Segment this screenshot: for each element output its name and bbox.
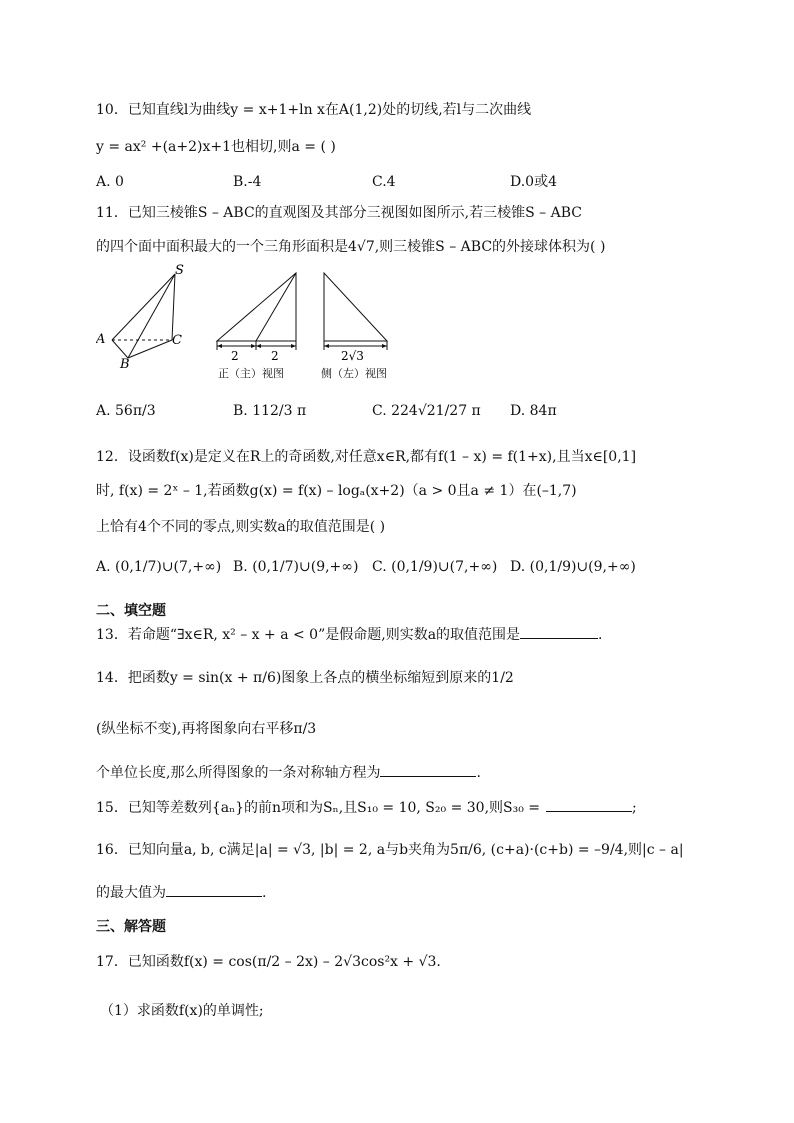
q15-answer-blank xyxy=(546,797,632,812)
q16-end: . xyxy=(262,885,267,901)
side-view-caption: 侧（左）视图 xyxy=(321,367,387,380)
q10-line1: 10．已知直线l为曲线y = x+1+ln x在A(1,2)处的切线,若l与二次曲线 xyxy=(96,102,532,118)
q16-answer-blank xyxy=(166,882,262,897)
q12-line2: 时, f(x) = 2ˣ – 1,若函数g(x) = f(x) – logₐ(x+2)（a > 0且a ≠ 1）在(–1,7) xyxy=(96,483,577,499)
front-view-caption: 正（主）视图 xyxy=(218,367,284,380)
q15-text: 15．已知等差数列{aₙ}的前n项和为Sₙ,且S₁₀ = 10, S₂₀ = 30,则S₃₀ = xyxy=(96,800,541,816)
q13-end: . xyxy=(598,627,603,643)
q11-option-a: A. 56π/3 xyxy=(96,403,156,419)
q17-line2: （1）求函数f(x)的单调性; xyxy=(100,1003,264,1019)
q13-line xyxy=(96,624,603,645)
q13-answer-blank xyxy=(520,624,598,639)
section-answer-title: 三、解答题 xyxy=(96,919,166,935)
q14-line2: (纵坐标不变),再将图象向右平移π/3 xyxy=(96,721,317,737)
q15-line xyxy=(96,797,637,818)
side-view-figure xyxy=(319,268,399,363)
q12-option-b: B. (0,1/7)∪(9,+∞) xyxy=(233,559,359,575)
q16-line1: 16．已知向量a, b, c满足|a| = √3, |b| = 2, a与b夹角为5π/6, (c+a)·(c+b) = –9/4,则|c – a| xyxy=(96,842,684,858)
q13-text: 13．若命题“∃x∈R, x² – x + a < 0”是假命题,则实数a的取值范围是 xyxy=(96,627,521,643)
vertex-s-label: S xyxy=(175,263,184,278)
section-fill-in-title: 二、填空题 xyxy=(96,603,166,619)
q11-option-b: B. 112/3 π xyxy=(233,403,307,419)
q11-option-c: C. 224√21/27 π xyxy=(372,403,481,419)
front-dim-right: 2 xyxy=(271,349,279,363)
vertex-b-label: B xyxy=(120,357,130,370)
front-dim-left: 2 xyxy=(231,349,239,363)
q10-line2: y = ax² +(a+2)x+1也相切,则a = ( ) xyxy=(96,139,336,155)
q16-line2-wrap xyxy=(96,882,266,903)
front-view-figure xyxy=(212,268,302,363)
q10-option-b: B.-4 xyxy=(233,174,262,190)
q12-option-a: A. (0,1/7)∪(7,+∞) xyxy=(96,559,222,575)
q12-option-c: C. (0,1/9)∪(7,+∞) xyxy=(372,559,498,575)
pyramid-figure xyxy=(96,262,196,370)
q10-option-d: D.0或4 xyxy=(510,174,557,190)
q14-line1: 14．把函数y = sin(x + π/6)图象上各点的横坐标缩短到原来的1/2 xyxy=(96,670,514,686)
q11-line1: 11．已知三棱锥S – ABC的直观图及其部分三视图如图所示,若三棱锥S – ABC xyxy=(96,205,582,221)
q11-option-d: D. 84π xyxy=(510,403,557,419)
q12-line3: 上恰有4个不同的零点,则实数a的取值范围是( ) xyxy=(96,519,386,535)
q16-line2: 的最大值为 xyxy=(96,885,166,901)
q15-end: ; xyxy=(632,800,637,816)
q10-option-c: C.4 xyxy=(372,174,396,190)
q14-answer-blank xyxy=(380,762,476,777)
q12-option-d: D. (0,1/9)∪(9,+∞) xyxy=(510,559,636,575)
q12-line1: 12．设函数f(x)是定义在R上的奇函数,对任意x∈R,都有f(1 – x) = f(1+x),且当x∈[0,1] xyxy=(96,449,637,465)
q14-line3: 个单位长度,那么所得图象的一条对称轴方程为 xyxy=(96,765,381,781)
q14-line3-wrap xyxy=(96,762,481,783)
vertex-c-label: C xyxy=(172,333,182,348)
q10-option-a: A. 0 xyxy=(96,174,124,190)
q11-line2: 的四个面中面积最大的一个三角形面积是4√7,则三棱锥S – ABC的外接球体积为( ) xyxy=(96,239,606,255)
side-dim: 2√3 xyxy=(341,349,364,363)
vertex-a-label: A xyxy=(96,332,106,347)
q14-end: . xyxy=(476,765,481,781)
q17-line1: 17．已知函数f(x) = cos(π/2 – 2x) – 2√3cos²x + √3. xyxy=(96,954,441,970)
